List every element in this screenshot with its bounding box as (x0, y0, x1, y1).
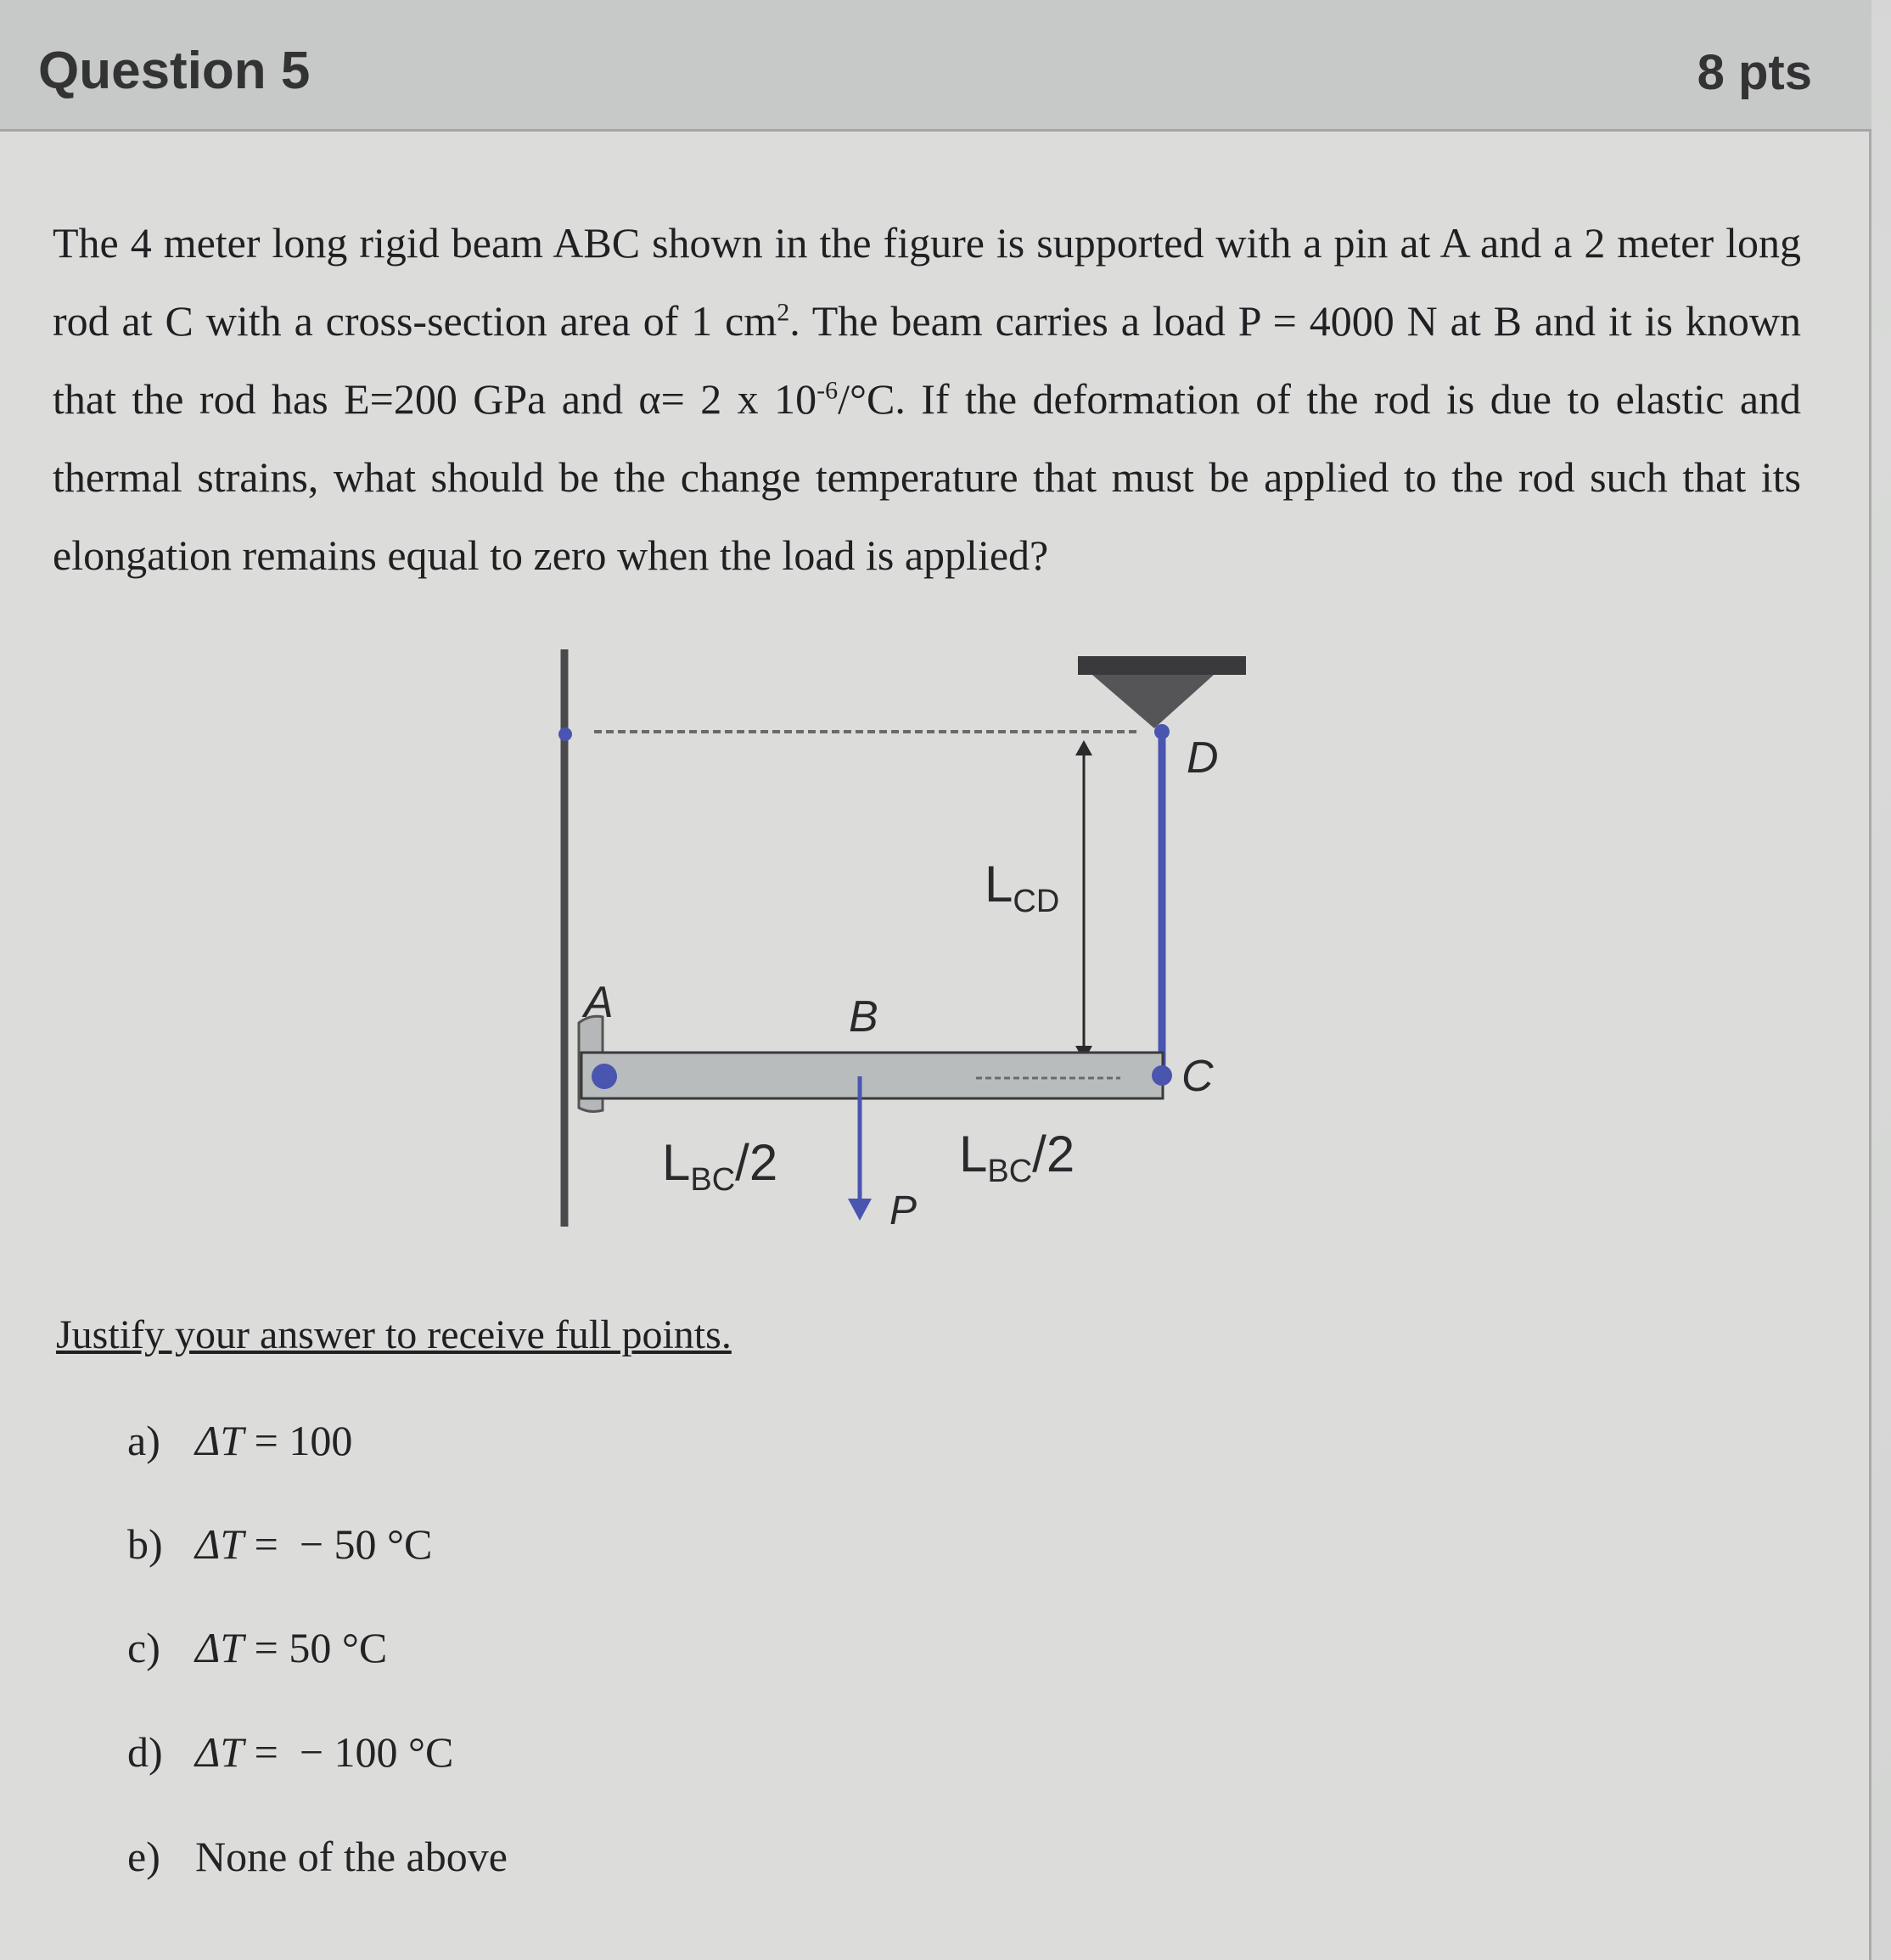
option-a[interactable] (127, 1416, 352, 1465)
pin-C (1152, 1065, 1172, 1086)
wall-top-dot (558, 727, 572, 741)
option-letter: a) (127, 1417, 160, 1464)
pin-A (592, 1064, 617, 1089)
label-C: C (1181, 1052, 1214, 1101)
equals-sign: = (244, 1417, 289, 1464)
option-letter: d) (127, 1728, 163, 1776)
option-text: None of the above (195, 1833, 508, 1880)
problem-text-1: The 4 meter long rigid beam ABC shown in the figure is supported with a pin at A and a 2 meter long rod at C with a cross-section area of 1 cm (53, 219, 1801, 345)
label-A: A (584, 978, 614, 1027)
option-d[interactable] (127, 1727, 453, 1777)
option-b[interactable] (127, 1519, 432, 1569)
delta-symbol: ΔT (195, 1624, 244, 1671)
problem-statement (53, 204, 1801, 594)
equals-sign: = (244, 1520, 300, 1568)
option-letter: c) (127, 1624, 160, 1671)
label-LBC-left: $L_{BC}/2$ (662, 1134, 778, 1198)
option-c[interactable] (127, 1623, 387, 1672)
equals-sign: = (244, 1728, 300, 1776)
label-LBC-right: $L_{BC}/2$ (959, 1126, 1075, 1189)
problem-text-2: . The beam carries a load P = 4000 N at B and it is known that the rod has E=200 GPa and α= 2 x 10 (53, 297, 1801, 423)
delta-symbol: ΔT (195, 1520, 244, 1568)
beam-figure (509, 628, 1273, 1239)
problem-sup-1: 2 (777, 298, 790, 327)
label-D: D (1187, 733, 1219, 783)
option-value: 50 °C (289, 1624, 388, 1671)
label-LCD: $L_{CD}$ (985, 856, 1060, 919)
option-value: − 50 °C (299, 1520, 433, 1568)
label-B: B (849, 992, 878, 1042)
option-value: − 100 °C (299, 1728, 454, 1776)
load-P-arrowhead (848, 1199, 872, 1221)
option-letter: e) (127, 1833, 160, 1880)
question-points: 8 pts (1697, 45, 1812, 100)
lcd-arrow-up (1075, 740, 1092, 755)
justify-instruction: Justify your answer to receive full points. (56, 1312, 732, 1357)
option-e[interactable] (127, 1832, 508, 1881)
label-P: P (889, 1188, 917, 1233)
delta-symbol: ΔT (195, 1417, 244, 1464)
question-title: Question 5 (38, 42, 311, 100)
option-value: 100 (289, 1417, 353, 1464)
equals-sign: = (244, 1624, 289, 1671)
beam-ABC (581, 1053, 1163, 1098)
question-header (0, 0, 1871, 132)
option-letter: b) (127, 1520, 163, 1568)
problem-sup-2: -6 (816, 376, 839, 405)
ceiling-support (1078, 656, 1246, 675)
delta-symbol: ΔT (195, 1728, 244, 1776)
problem-text-3: /°C. If the deformation of the rod is due to elastic and thermal strains, what should be the change temperature that must be applied to the rod such that its elongation remains equal to zero when the load is applied? (53, 375, 1802, 579)
support-triangle (1092, 675, 1214, 728)
